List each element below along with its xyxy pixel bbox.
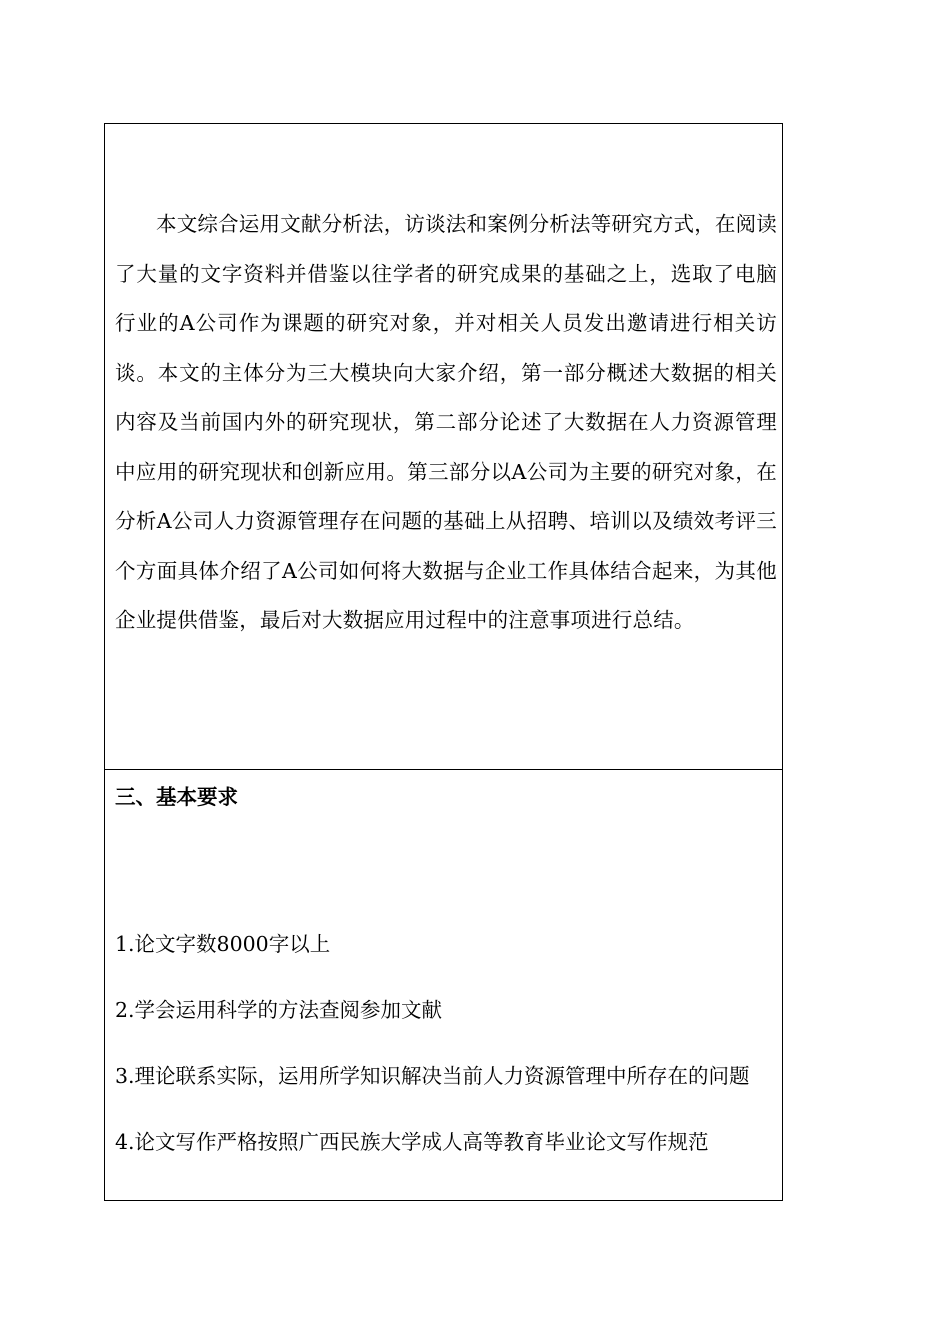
requirements-list — [115, 914, 777, 1178]
requirement-item: 3.理论联系实际，运用所学知识解决当前人力资源管理中所存在的问题 — [115, 1064, 750, 1088]
requirements-cell — [105, 770, 782, 1200]
abstract-paragraph: 本文综合运用文献分析法，访谈法和案例分析法等研究方式，在阅读了大量的文字资料并借鉴以往学者的研究成果的基础之上，选取了电脑行业的A公司作为课题的研究对象，并对相关人员发出邀请进行相关访谈。本文的主体分为三大模块向大家介绍，第一部分概述大数据的相关内容及当前国内外的研究现状，第二部分论述了大数据在人力资源管理中应用的研究现状和创新应用。第三部分以A公司为主要的研究对象，在分析A公司人力资源管理存在问题的基础上从招聘、培训以及绩效考评三个方面具体介绍了A公司如何将大数据与企业工作具体结合起来，为其他企业提供借鉴，最后对大数据应用过程中的注意事项进行总结。 — [115, 212, 777, 632]
requirement-item: 4.论文写作严格按照广西民族大学成人高等教育毕业论文写作规范 — [115, 1130, 709, 1154]
requirement-item: 2.学会运用科学的方法查阅参加文献 — [115, 998, 443, 1022]
requirement-item: 1.论文字数8000字以上 — [115, 932, 331, 956]
requirements-heading: 三、基本要求 — [115, 785, 238, 809]
form-table — [104, 123, 783, 1201]
abstract-cell — [105, 124, 782, 770]
